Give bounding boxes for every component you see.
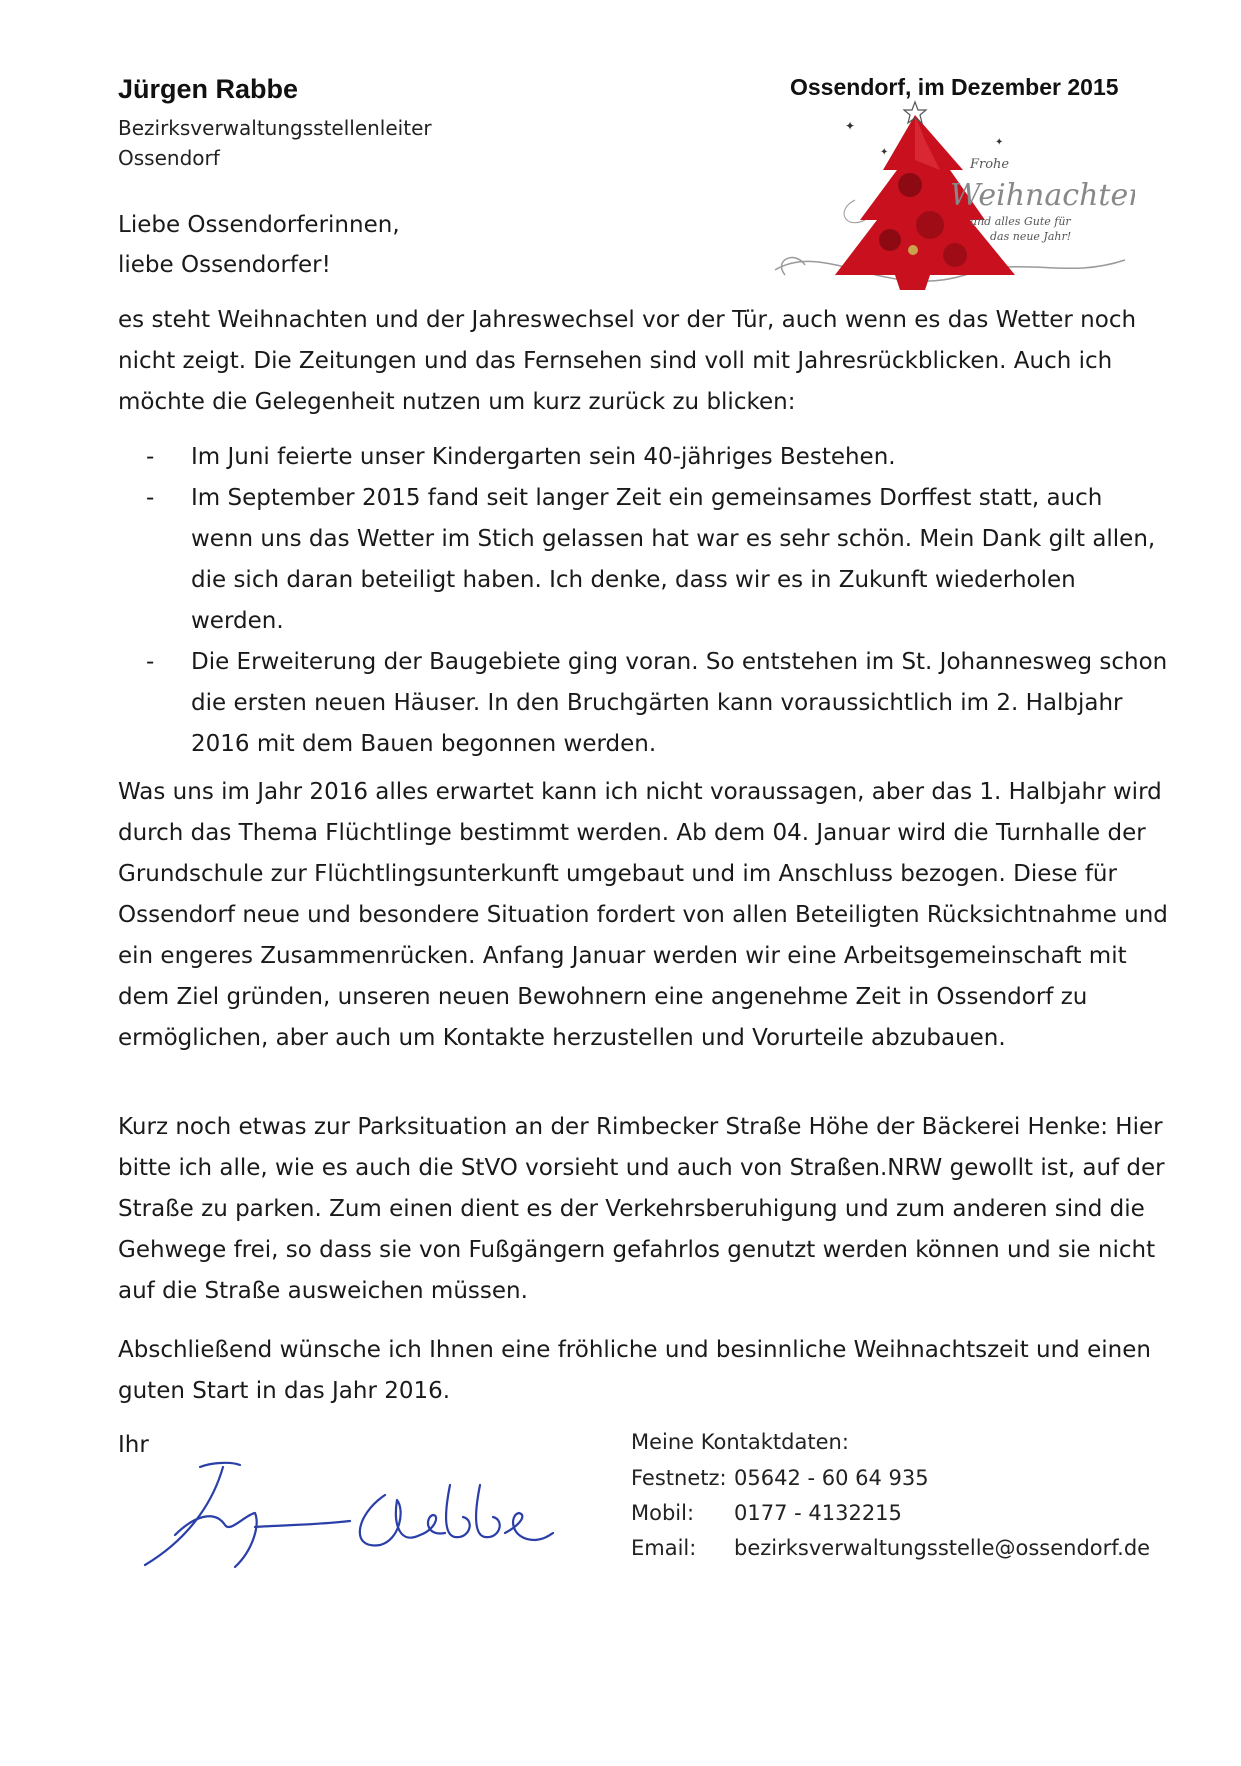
list-item [118, 642, 1168, 765]
contact-row-phone [631, 1466, 1191, 1496]
refugees-paragraph [118, 772, 1168, 1059]
signature [135, 1455, 565, 1575]
place-date: Ossendorf, im Dezember 2015 [790, 74, 1119, 100]
greeting-line-1: Liebe Ossendorferinnen, [118, 212, 400, 238]
list-dash: - [146, 649, 155, 675]
contact-heading: Meine Kontaktdaten: [631, 1430, 849, 1454]
contact-row-mobile [631, 1501, 1191, 1531]
svg-text:✦: ✦ [995, 137, 1004, 148]
svg-text:Weihnachten: Weihnachten [950, 178, 1135, 213]
christmas-card-image [765, 100, 1135, 310]
contact-value: 05642 - 60 64 935 [734, 1466, 929, 1490]
greeting-line-2: liebe Ossendorfer! [118, 252, 331, 278]
handwritten-signature-icon [135, 1455, 565, 1575]
list-item [118, 437, 1168, 478]
contact-label: Email: [631, 1536, 697, 1560]
svg-text:✦: ✦ [880, 147, 889, 158]
sender-name: Jürgen Rabbe [118, 74, 299, 104]
contact-value: 0177 - 4132215 [734, 1501, 902, 1525]
paragraph-text: Kurz noch etwas zur Parksituation an der Rimbecker Straße Höhe der Bäckerei Henke: Hier bitte ich alle, wie es auch die StVO vorsieht und auch von Straßen.NRW gewollt ist, auf der Straße zu parken. Zum einen dient es der Verkehrsberuhigung und zum anderen sind die Gehwege frei, so dass sie von Fußgängern gefahrlos genutzt werden können und sie nicht auf die Straße ausweichen müssen. [118, 1114, 1165, 1304]
paragraph-text: Was uns im Jahr 2016 alles erwartet kann ich nicht voraussagen, aber das 1. Halbjahr wird durch das Thema Flüchtlinge bestimmt werden. Ab dem 04. Januar wird die Turnhalle der Grundschule zur Flüchtlingsunterkunft umgebaut und im Anschluss bezogen. Diese für Ossendorf neue und besondere Situation fordert von allen Beteiligten Rücksichtnahme und ein engeres Zusammenrücken. Anfang Januar werden wir eine Arbeitsgemeinschaft mit dem Ziel gründen, unseren neuen Bewohnern eine angenehme Zeit in Ossendorf zu ermöglichen, aber auch um Kontakte herzustellen und Vorurteile abzubauen. [118, 779, 1168, 1051]
list-dash: - [146, 444, 155, 470]
parking-paragraph [118, 1107, 1168, 1312]
intro-text: es steht Weihnachten und der Jahreswechsel vor der Tür, auch wenn es das Wetter noch nicht zeigt. Die Zeitungen und das Fernsehen sind voll mit Jahresrückblicken. Auch ich möchte die Gelegenheit nutzen um kurz zurück zu blicken: [118, 307, 1137, 415]
svg-text:✦: ✦ [845, 119, 856, 133]
svg-text:und alles Gute für: und alles Gute für [970, 215, 1071, 228]
list-item-text: Im September 2015 fand seit langer Zeit ein gemeinsames Dorffest statt, auch wenn uns das Wetter im Stich gelassen hat war es sehr schön. Mein Dank gilt allen, die sich daran beteiligt haben. Ich denke, dass wir es in Zukunft wiederholen werden. [191, 485, 1156, 634]
contact-email-link[interactable]: bezirksverwaltungsstelle@ossendorf.de [734, 1536, 1151, 1560]
list-item-text: Die Erweiterung der Baugebiete ging voran. So entstehen im St. Johannesweg schon die ersten neuen Häuser. In den Bruchgärten kann voraussichtlich im 2. Halbjahr 2016 mit dem Bauen begonnen werden. [191, 649, 1168, 757]
contact-row-email [631, 1536, 1191, 1566]
contact-label: Festnetz: [631, 1466, 727, 1490]
sender-place: Ossendorf [118, 146, 220, 170]
review-list [118, 437, 1168, 765]
svg-text:Frohe: Frohe [970, 157, 1010, 172]
list-item-text: Im Juni feierte unser Kindergarten sein 40-jähriges Bestehen. [191, 444, 896, 470]
closing-word: Ihr [118, 1432, 149, 1458]
closing-paragraph [118, 1330, 1168, 1412]
contact-label: Mobil: [631, 1501, 695, 1525]
list-item [118, 478, 1168, 642]
christmas-tree-icon [765, 100, 1135, 310]
list-dash: - [146, 485, 155, 511]
sender-title: Bezirksverwaltungsstellenleiter [118, 116, 432, 140]
intro-paragraph [118, 300, 1168, 423]
svg-text:das neue Jahr!: das neue Jahr! [990, 230, 1072, 243]
paragraph-text: Abschließend wünsche ich Ihnen eine fröhliche und besinnliche Weihnachtszeit und einen guten Start in das Jahr 2016. [118, 1337, 1151, 1404]
